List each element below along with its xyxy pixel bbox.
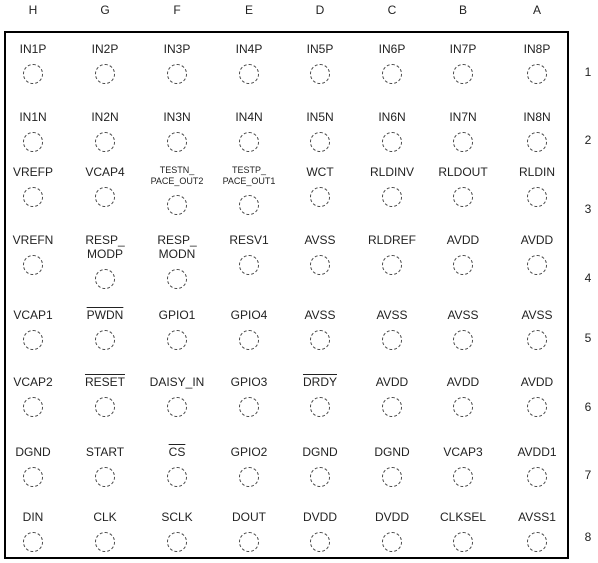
pin-label: AVSS — [304, 308, 336, 322]
ball-D8 — [285, 510, 355, 552]
pin-label: PACE_OUT2 — [150, 176, 204, 186]
ball-A2 — [502, 110, 572, 152]
ball-pad-icon — [95, 330, 115, 350]
ball-C6 — [357, 375, 427, 417]
pin-label: SCLK — [161, 510, 193, 524]
ball-pad-icon — [382, 467, 402, 487]
ball-G4 — [70, 233, 140, 289]
pin-label: RESV1 — [229, 233, 269, 247]
ball-E3 — [214, 165, 284, 215]
ball-E4 — [214, 233, 284, 275]
ball-pad-icon — [167, 330, 187, 350]
pin-label: AVSS — [304, 233, 336, 247]
ball-G2 — [70, 110, 140, 152]
pin-label: IN5P — [306, 42, 334, 56]
ball-D7 — [285, 445, 355, 487]
pin-label: RESP_ — [85, 233, 125, 247]
ball-F2 — [142, 110, 212, 152]
ball-pad-icon — [167, 64, 187, 84]
ball-pad-icon — [310, 132, 330, 152]
ball-pad-icon — [382, 330, 402, 350]
ball-D1 — [285, 42, 355, 84]
pin-label: AVDD — [375, 375, 409, 389]
ball-pad-icon — [382, 397, 402, 417]
pin-label: GPIO1 — [158, 308, 196, 322]
pin-label: TESTN_ — [159, 165, 195, 175]
pin-label: IN7N — [449, 110, 477, 124]
ball-E1 — [214, 42, 284, 84]
ball-B6 — [428, 375, 498, 417]
ball-pad-icon — [239, 467, 259, 487]
pin-label: VREFP — [12, 165, 53, 179]
ball-G8 — [70, 510, 140, 552]
ball-F4 — [142, 233, 212, 289]
ball-pad-icon — [95, 187, 115, 207]
pin-label: GPIO3 — [230, 375, 268, 389]
ball-A6 — [502, 375, 572, 417]
ball-E8 — [214, 510, 284, 552]
row-label-3: 3 — [584, 202, 592, 216]
pin-label: START — [85, 445, 125, 459]
ball-pad-icon — [527, 132, 547, 152]
ball-pad-icon — [23, 187, 43, 207]
ball-A8 — [502, 510, 572, 552]
pin-label: GPIO4 — [230, 308, 268, 322]
ball-H7 — [0, 445, 68, 487]
ball-pad-icon — [239, 532, 259, 552]
pin-label: DOUT — [232, 510, 266, 524]
pin-label: DVDD — [302, 510, 337, 524]
ball-pad-icon — [310, 187, 330, 207]
pin-label: DVDD — [374, 510, 409, 524]
pin-label: DRDY — [302, 375, 337, 389]
ball-pad-icon — [23, 532, 43, 552]
pin-label: DGND — [374, 445, 410, 459]
pin-label: AVSS1 — [518, 510, 556, 524]
pin-label: IN6P — [378, 42, 406, 56]
pin-label: MODN — [158, 247, 196, 261]
ball-A3 — [502, 165, 572, 207]
ball-pad-icon — [382, 132, 402, 152]
pin-label: AVDD — [446, 375, 480, 389]
pin-label: VREFN — [12, 233, 54, 247]
pin-label: IN8N — [523, 110, 551, 124]
ball-B8 — [428, 510, 498, 552]
ball-C8 — [357, 510, 427, 552]
ball-A5 — [502, 308, 572, 350]
ball-H8 — [0, 510, 68, 552]
ball-pad-icon — [527, 467, 547, 487]
pin-label: VCAP4 — [85, 165, 125, 179]
ball-C5 — [357, 308, 427, 350]
row-label-4: 4 — [584, 271, 592, 285]
ball-pad-icon — [382, 187, 402, 207]
ball-H1 — [0, 42, 68, 84]
ball-pad-icon — [23, 255, 43, 275]
ball-pad-icon — [167, 195, 187, 215]
ball-pad-icon — [239, 132, 259, 152]
ball-C3 — [357, 165, 427, 207]
ball-pad-icon — [239, 330, 259, 350]
ball-B4 — [428, 233, 498, 275]
row-label-6: 6 — [584, 400, 592, 414]
row-label-5: 5 — [584, 331, 592, 345]
pin-label: DGND — [302, 445, 338, 459]
ball-F1 — [142, 42, 212, 84]
row-label-1: 1 — [584, 65, 592, 79]
ball-B7 — [428, 445, 498, 487]
ball-A4 — [502, 233, 572, 275]
ball-pad-icon — [527, 64, 547, 84]
ball-G3 — [70, 165, 140, 207]
ball-pad-icon — [95, 269, 115, 289]
ball-D5 — [285, 308, 355, 350]
ball-pad-icon — [527, 397, 547, 417]
pin-label: TESTP_ — [231, 165, 266, 175]
ball-pad-icon — [453, 330, 473, 350]
column-label-A: A — [532, 3, 541, 17]
pin-label: IN2N — [91, 110, 119, 124]
ball-F6 — [142, 375, 212, 417]
ball-B3 — [428, 165, 498, 207]
ball-pad-icon — [310, 64, 330, 84]
pin-label: CLKSEL — [439, 510, 487, 524]
ball-pad-icon — [527, 532, 547, 552]
ball-pad-icon — [527, 330, 547, 350]
ball-pad-icon — [167, 397, 187, 417]
pin-label: MODP — [87, 247, 123, 261]
pin-label: AVDD1 — [517, 445, 557, 459]
ball-pad-icon — [23, 467, 43, 487]
pin-label: AVSS — [376, 308, 408, 322]
column-label-F: F — [173, 3, 181, 17]
ball-pad-icon — [310, 255, 330, 275]
ball-pad-icon — [167, 467, 187, 487]
ball-pad-icon — [23, 397, 43, 417]
ball-C2 — [357, 110, 427, 152]
column-label-H: H — [28, 3, 38, 17]
pin-label: CLK — [93, 510, 117, 524]
ball-pad-icon — [95, 397, 115, 417]
ball-pad-icon — [167, 269, 187, 289]
ball-pad-icon — [382, 532, 402, 552]
ball-pad-icon — [453, 132, 473, 152]
ball-pad-icon — [95, 467, 115, 487]
pin-label: AVDD — [520, 233, 554, 247]
ball-pad-icon — [239, 195, 259, 215]
column-label-D: D — [315, 3, 325, 17]
ball-G7 — [70, 445, 140, 487]
ball-E2 — [214, 110, 284, 152]
column-label-E: E — [244, 3, 253, 17]
ball-pad-icon — [95, 532, 115, 552]
pin-label: IN4P — [235, 42, 263, 56]
ball-pad-icon — [382, 64, 402, 84]
ball-C4 — [357, 233, 427, 275]
pin-label: VCAP1 — [13, 308, 53, 322]
pin-label: AVSS — [521, 308, 553, 322]
pin-label: VCAP2 — [13, 375, 53, 389]
pin-label: DGND — [15, 445, 51, 459]
pin-label: AVDD — [446, 233, 480, 247]
ball-E7 — [214, 445, 284, 487]
ball-C7 — [357, 445, 427, 487]
ball-D4 — [285, 233, 355, 275]
pin-label: PWDN — [86, 308, 124, 322]
ball-C1 — [357, 42, 427, 84]
row-label-7: 7 — [584, 468, 592, 482]
ball-F8 — [142, 510, 212, 552]
row-label-8: 8 — [584, 530, 592, 544]
ball-pad-icon — [239, 397, 259, 417]
ball-F7 — [142, 445, 212, 487]
ball-B5 — [428, 308, 498, 350]
ball-pad-icon — [239, 64, 259, 84]
ball-H4 — [0, 233, 68, 275]
ball-E6 — [214, 375, 284, 417]
pin-label: RESET — [84, 375, 125, 389]
ball-pad-icon — [453, 187, 473, 207]
ball-B1 — [428, 42, 498, 84]
ball-pad-icon — [453, 397, 473, 417]
ball-pad-icon — [310, 330, 330, 350]
ball-pad-icon — [23, 330, 43, 350]
ball-pad-icon — [453, 64, 473, 84]
pin-label: IN8P — [523, 42, 551, 56]
ball-H2 — [0, 110, 68, 152]
ball-pad-icon — [527, 255, 547, 275]
ball-pad-icon — [310, 467, 330, 487]
pin-label: IN7P — [449, 42, 477, 56]
ball-E5 — [214, 308, 284, 350]
pin-label: DAISY_IN — [149, 375, 205, 389]
ball-A1 — [502, 42, 572, 84]
ball-H6 — [0, 375, 68, 417]
ball-D6 — [285, 375, 355, 417]
column-label-B: B — [458, 3, 467, 17]
pin-label: VCAP3 — [443, 445, 483, 459]
pin-label: IN1N — [19, 110, 47, 124]
pin-label: IN1P — [19, 42, 47, 56]
pin-label: IN6N — [378, 110, 406, 124]
ball-pad-icon — [95, 64, 115, 84]
ball-H5 — [0, 308, 68, 350]
pin-label: AVDD — [520, 375, 554, 389]
ball-D3 — [285, 165, 355, 207]
pin-label: $\overline{CS}$ — [168, 445, 186, 459]
pin-label: IN3P — [163, 42, 191, 56]
ball-pad-icon — [453, 532, 473, 552]
ball-B2 — [428, 110, 498, 152]
ball-pad-icon — [239, 255, 259, 275]
pin-label: IN4N — [235, 110, 263, 124]
ball-pad-icon — [23, 64, 43, 84]
ball-D2 — [285, 110, 355, 152]
ball-pad-icon — [310, 532, 330, 552]
pin-label: WCT — [306, 165, 334, 179]
pin-label: RLDOUT — [438, 165, 488, 179]
ball-H3 — [0, 165, 68, 207]
pin-label: IN5N — [306, 110, 334, 124]
pin-label: RLDINV — [369, 165, 414, 179]
pin-label: DIN — [22, 510, 44, 524]
row-label-2: 2 — [584, 133, 592, 147]
ball-pad-icon — [382, 255, 402, 275]
ball-F3 — [142, 165, 212, 215]
ball-pad-icon — [167, 132, 187, 152]
pin-label: RLDIN — [518, 165, 555, 179]
ball-pad-icon — [527, 187, 547, 207]
ball-pad-icon — [310, 397, 330, 417]
column-label-G: G — [100, 3, 110, 17]
pin-label: AVSS — [447, 308, 479, 322]
ball-pad-icon — [453, 467, 473, 487]
column-label-C: C — [387, 3, 397, 17]
pin-label: GPIO2 — [230, 445, 268, 459]
ball-G6 — [70, 375, 140, 417]
pin-label: IN2P — [91, 42, 119, 56]
ball-pad-icon — [453, 255, 473, 275]
ball-pad-icon — [167, 532, 187, 552]
ball-pad-icon — [95, 132, 115, 152]
pin-label: IN3N — [163, 110, 191, 124]
pin-label: RLDREF — [367, 233, 416, 247]
ball-pad-icon — [23, 132, 43, 152]
ball-A7 — [502, 445, 572, 487]
ball-G5 — [70, 308, 140, 350]
pin-label: PACE_OUT1 — [222, 176, 276, 186]
pin-label: RESP_ — [157, 233, 197, 247]
ball-G1 — [70, 42, 140, 84]
ball-F5 — [142, 308, 212, 350]
